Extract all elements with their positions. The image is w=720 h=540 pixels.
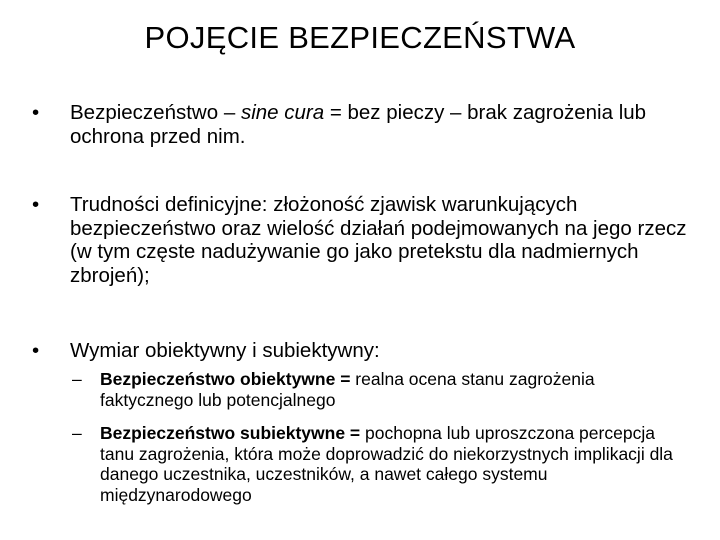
sub-bullet-text	[100, 423, 692, 505]
slide-title: POJĘCIE BEZPIECZEŃSTWA	[144, 20, 576, 55]
bullet-text: Trudności definicyjne: złożoność zjawisk warunkujących bezpieczeństwo oraz wielość działań podejmowanych na jego rzecz (w tym częste nadużywanie go jako pretekstu dla nadmiernych zbrojeń);	[70, 193, 687, 287]
sub-bullet-objective	[72, 369, 692, 410]
sub-bullet-definition: realna ocena stanu zagrożenia faktycznego lub potencjalnego	[100, 369, 595, 410]
bullet-text-part: Bezpieczeństwo –	[70, 101, 241, 124]
bullet-definition	[32, 101, 692, 148]
sub-bullet-definition: pochopna lub uproszczona percepcja tanu zagrożenia, która może doprowadzić do niekorzystnych implikacji dla danego uczestnika, uczestników, a nawet całego systemu międzynarodowego	[100, 423, 673, 505]
bullet-text	[70, 101, 692, 148]
bullet-marker: •	[32, 339, 40, 362]
sub-bullet-subjective	[72, 423, 692, 505]
bullet-dimensions	[32, 339, 692, 363]
bullet-marker: •	[32, 193, 40, 216]
bullet-text: Wymiar obiektywny i subiektywny:	[70, 339, 380, 362]
bullet-text-part: = bez pieczy – brak zagrożenia lub ochrona przed nim.	[70, 101, 647, 148]
bullet-marker: •	[32, 101, 40, 124]
sub-bullet-marker: –	[72, 369, 82, 389]
sub-bullet-term: Bezpieczeństwo subiektywne =	[100, 423, 361, 443]
sub-bullet-term: Bezpieczeństwo obiektywne =	[100, 369, 351, 389]
sub-bullet-marker: –	[72, 423, 82, 443]
latin-term: sine cura	[240, 101, 325, 124]
bullet-difficulties	[32, 193, 692, 287]
sub-bullet-text	[100, 369, 692, 410]
